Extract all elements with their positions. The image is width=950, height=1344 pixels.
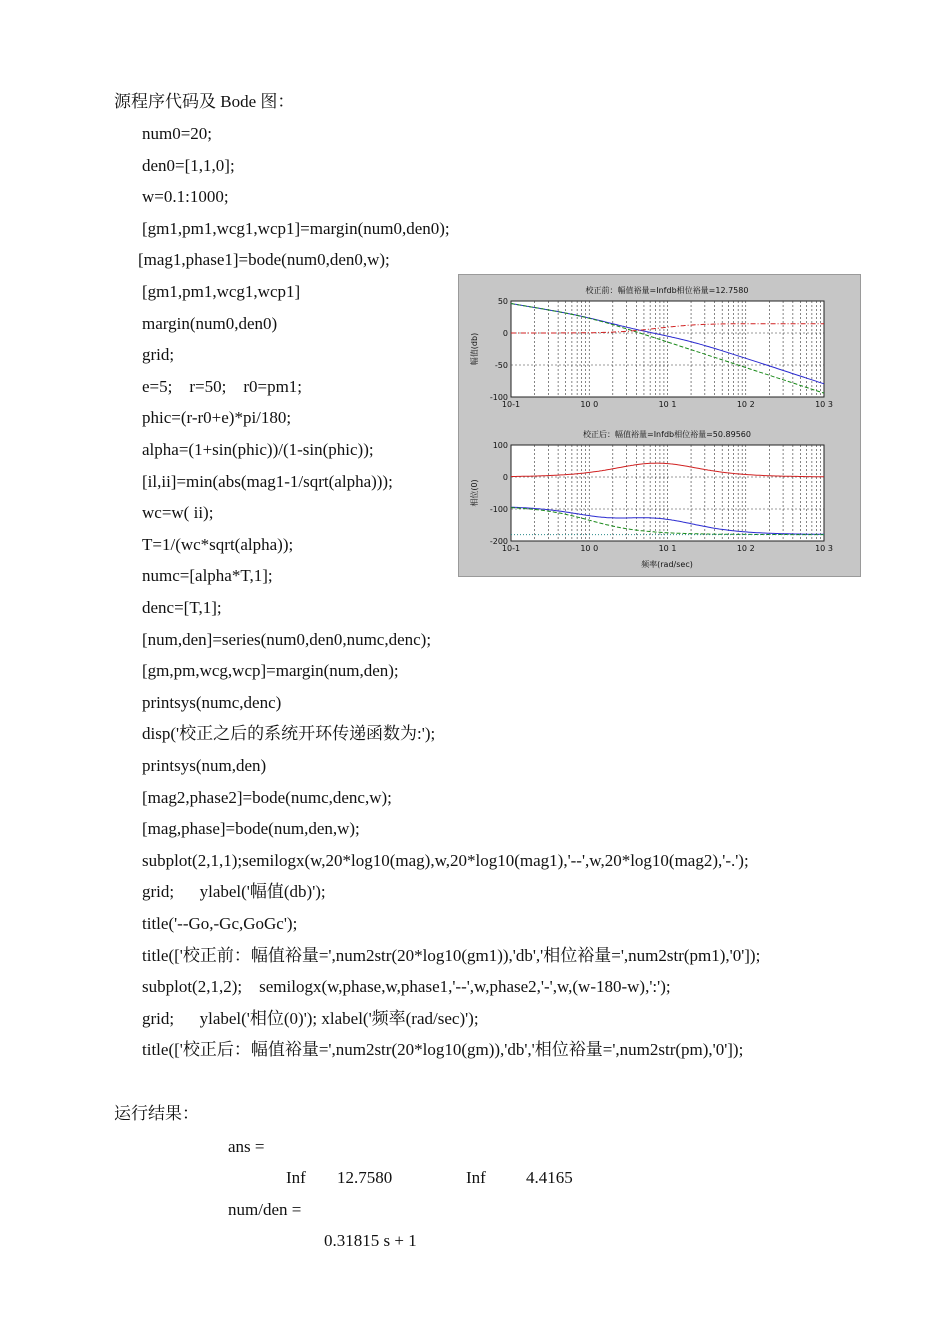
code-line: subplot(2,1,1);semilogx(w,20*log10(mag),w,20*log10(mag1),'--',w,20*log10(mag2),'-.');: [142, 851, 749, 870]
y-tick-label: -100: [489, 393, 508, 402]
x-tick-label: 10 1: [658, 544, 677, 553]
phase-ylabel: 相位(0): [470, 479, 479, 507]
code-line: numc=[alpha*T,1];: [142, 566, 273, 585]
phase-xlabel: 频率(rad/sec): [641, 560, 693, 569]
magnitude-axes: [469, 285, 833, 409]
x-tick-label: 10 3: [815, 544, 833, 553]
y-tick-label: 50: [497, 297, 508, 306]
bode-figure: [458, 274, 861, 577]
y-tick-label: 0: [502, 473, 508, 482]
ans-value-3: Inf: [466, 1168, 486, 1187]
code-line: grid;: [142, 345, 175, 364]
code-line: phic=(r-r0+e)*pi/180;: [142, 408, 292, 427]
x-tick-label: 10 1: [658, 400, 677, 409]
code-line: w=0.1:1000;: [142, 187, 229, 206]
code-line: grid; ylabel('相位(0)'); xlabel('频率(rad/sec)');: [142, 1009, 479, 1028]
y-tick-label: 0: [502, 329, 508, 338]
x-tick-label: 10 3: [815, 400, 833, 409]
x-tick-label: 10 2: [736, 544, 755, 553]
ans-label: ans =: [228, 1137, 265, 1156]
ans-value-1: Inf: [286, 1168, 306, 1187]
code-line: T=1/(wc*sqrt(alpha));: [142, 535, 294, 554]
code-line: denc=[T,1];: [142, 598, 222, 617]
code-line: e=5; r=50; r0=pm1;: [142, 377, 303, 396]
x-tick-label: 10-1: [501, 400, 521, 409]
magnitude-ylabel: 幅值(db): [470, 332, 479, 366]
code-line: wc=w( ii);: [142, 503, 214, 522]
code-line: alpha=(1+sin(phic))/(1-sin(phic));: [142, 440, 374, 459]
code-line: title('--Go,-Gc,GoGc');: [142, 914, 298, 933]
results-heading: 运行结果：: [114, 1104, 199, 1123]
code-line: [num,den]=series(num0,den0,numc,denc);: [142, 630, 432, 649]
y-tick-label: -50: [494, 361, 508, 370]
code-line: [mag1,phase1]=bode(num0,den0,w);: [138, 250, 390, 269]
code-line: [mag,phase]=bode(num,den,w);: [142, 819, 360, 838]
bode-plot-svg: [459, 275, 862, 578]
code-line: disp('校正之后的系统开环传递函数为:');: [142, 724, 436, 743]
code-line: [mag2,phase2]=bode(numc,denc,w);: [142, 788, 392, 807]
x-tick-label: 10 0: [580, 400, 599, 409]
code-line: margin(num0,den0): [142, 314, 278, 333]
code-line: [gm1,pm1,wcg1,wcp1]=margin(num0,den0);: [142, 219, 450, 238]
ans-value-2: 12.7580: [337, 1168, 393, 1187]
code-line: printsys(numc,denc): [142, 693, 282, 712]
numerator-expression: 0.31815 s + 1: [324, 1231, 417, 1250]
code-line: title(['校正前：幅值裕量=',num2str(20*log10(gm1)),'db','相位裕量=',num2str(pm1),'0']);: [142, 946, 761, 965]
code-line: [gm,pm,wcg,wcp]=margin(num,den);: [142, 661, 399, 680]
code-line: num0=20;: [142, 124, 213, 143]
x-tick-label: 10 0: [580, 544, 599, 553]
phase-title: 校正后：幅值裕量=Infdb相位裕量=50.89560: [583, 430, 751, 439]
y-tick-label: -200: [489, 537, 508, 546]
section-heading: 源程序代码及 Bode 图：: [114, 92, 295, 111]
y-tick-label: -100: [489, 505, 508, 514]
code-line: title(['校正后：幅值裕量=',num2str(20*log10(gm)),'db','相位裕量=',num2str(pm),'0']);: [142, 1040, 744, 1059]
x-tick-label: 10-1: [501, 544, 521, 553]
code-line: printsys(num,den): [142, 756, 267, 775]
code-line: den0=[1,1,0];: [142, 156, 235, 175]
code-line: grid; ylabel('幅值(db)');: [142, 882, 326, 901]
magnitude-title: 校正前：幅值裕量=Infdb相位裕量=12.7580: [585, 286, 749, 295]
x-tick-label: 10 2: [736, 400, 755, 409]
phase-axes: [469, 429, 833, 569]
ans-value-4: 4.4165: [526, 1168, 573, 1187]
y-tick-label: 100: [492, 441, 508, 450]
code-line: subplot(2,1,2); semilogx(w,phase,w,phase1,'--',w,phase2,'-',w,(w-180-w),':');: [142, 977, 671, 996]
code-line: [il,ii]=min(abs(mag1-1/sqrt(alpha)));: [142, 472, 393, 491]
numden-label: num/den =: [228, 1200, 302, 1219]
code-line: [gm1,pm1,wcg1,wcp1]: [142, 282, 301, 301]
